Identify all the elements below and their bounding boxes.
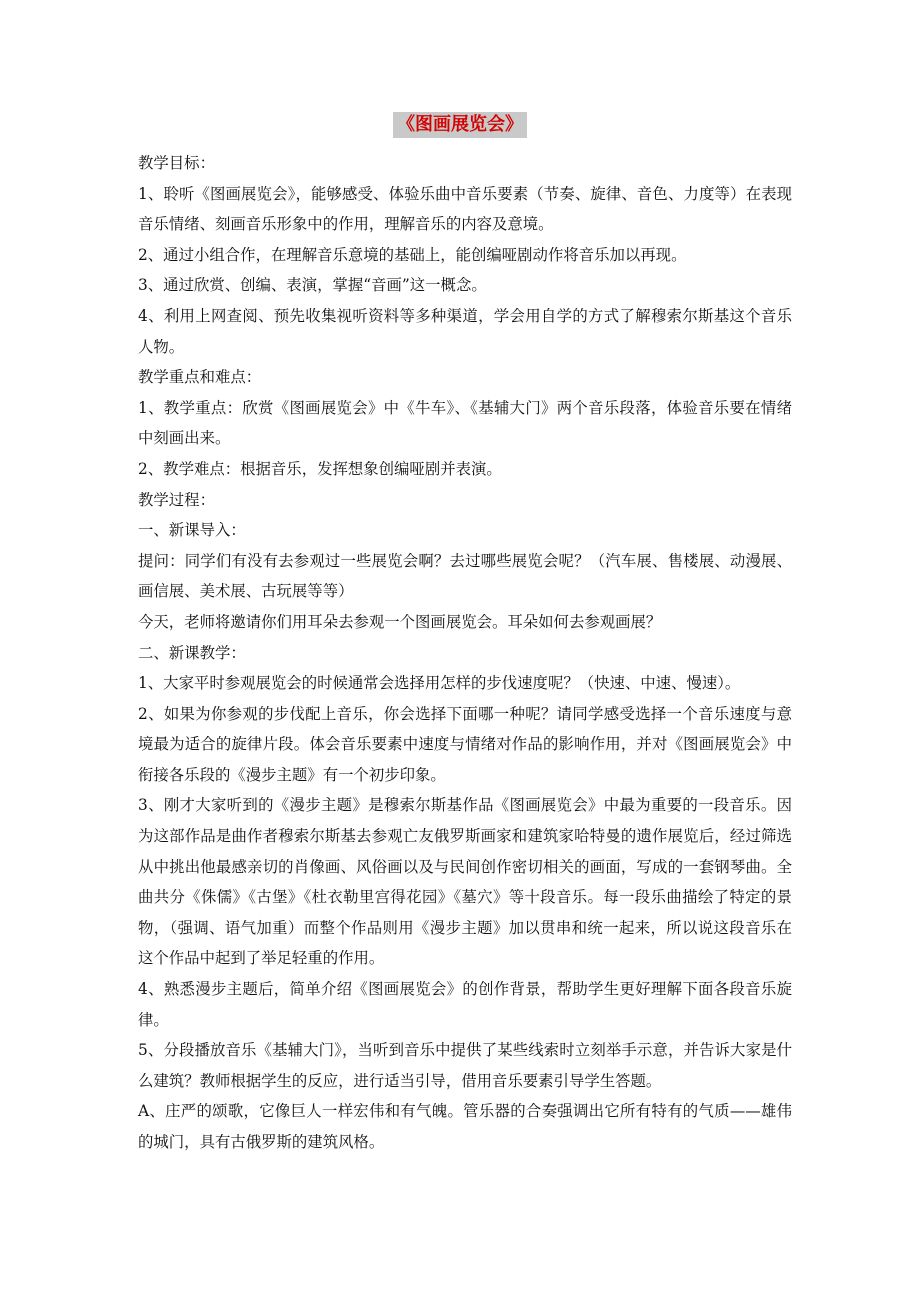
document-title: 《图画展览会》	[393, 112, 527, 138]
objective-2: 2、通过小组合作，在理解音乐意境的基础上，能创编哑剧动作将音乐加以再现。	[138, 245, 687, 264]
heading-process: 教学过程：	[138, 490, 215, 509]
heading-key-points: 教学重点和难点：	[138, 368, 262, 387]
teaching-step-4: 4、熟悉漫步主题后，简单介绍《图画展览会》的创作背景，帮助学生更好理解下面各段音乐旋律。	[138, 980, 792, 1029]
objective-3: 3、通过欣赏、创编、表演，掌握“音画”这一概念。	[138, 276, 487, 295]
teaching-step-5a: A、庄严的颂歌，它像巨人一样宏伟和有气魄。管乐器的合奏强调出它所有特有的气质——雄伟的城门，具有古俄罗斯的建筑风格。	[138, 1102, 792, 1151]
intro-question: 提问：同学们有没有去参观过一些展览会啊？去过哪些展览会呢？（汽车展、售楼展、动漫展、画信展、美术展、古玩展等等）	[138, 551, 792, 601]
key-point-2: 2、教学难点：根据音乐，发挥想象创编哑剧并表演。	[138, 459, 502, 478]
objective-1: 1、聆听《图画展览会》，能够感受、体验乐曲中音乐要素（节奏、旋律、音色、力度等）在表现音乐情绪、刻画音乐形象中的作用，理解音乐的内容及意境。	[138, 184, 792, 234]
heading-objectives: 教学目标：	[138, 154, 215, 172]
teaching-step-2: 2、如果为你参观的步伐配上音乐，你会选择下面哪一种呢？请同学感受选择一个音乐速度与意境最为适合的旋律片段。体会音乐要素中速度与情绪对作品的影响作用，并对《图画展览会》中衔接各乐段的《漫步主题》有一个初步印象。	[138, 704, 792, 784]
objective-4: 4、利用上网查阅、预先收集视听资料等多种渠道，学会用自学的方式了解穆索尔斯基这个音乐人物。	[138, 306, 792, 356]
section-intro-heading: 一、新课导入：	[138, 521, 246, 540]
teaching-step-5: 5、分段播放音乐《基辅大门》，当听到音乐中提供了某些线索时立刻举手示意，并告诉大家是什么建筑？教师根据学生的反应，进行适当引导，借用音乐要素引导学生答题。	[138, 1041, 792, 1090]
key-point-1: 1、教学重点：欣赏《图画展览会》中《牛车》、《基辅大门》两个音乐段落，体验音乐要在情绪中刻画出来。	[138, 398, 792, 448]
section-teaching-heading: 二、新课教学：	[138, 643, 246, 662]
teaching-step-3: 3、刚才大家听到的《漫步主题》是穆索尔斯基作品《图画展览会》中最为重要的一段音乐。因为这部作品是曲作者穆索尔斯基去参观亡友俄罗斯画家和建筑家哈特曼的遗作展览后，经过筛选从中挑出他最感亲切的肖像画、风俗画以及与民间创作密切相关的画面，写成的一套钢琴曲。全曲共分《侏儒》《古堡》《杜衣勒里宫得花园》《墓穴》等十段音乐。每一段乐曲描绘了特定的景物，（强调、语气加重）而整个作品则用《漫步主题》加以贯串和统一起来，所以说这段音乐在这个作品中起到了举足轻重的作用。	[138, 796, 792, 968]
document-body	[138, 148, 792, 1158]
intro-invitation: 今天，老师将邀请你们用耳朵去参观一个图画展览会。耳朵如何去参观画展？	[138, 612, 662, 631]
teaching-step-1: 1、大家平时参观展览会的时候通常会选择用怎样的步伐速度呢？（快速、中速、慢速）。	[138, 674, 741, 693]
title-container	[0, 112, 920, 138]
